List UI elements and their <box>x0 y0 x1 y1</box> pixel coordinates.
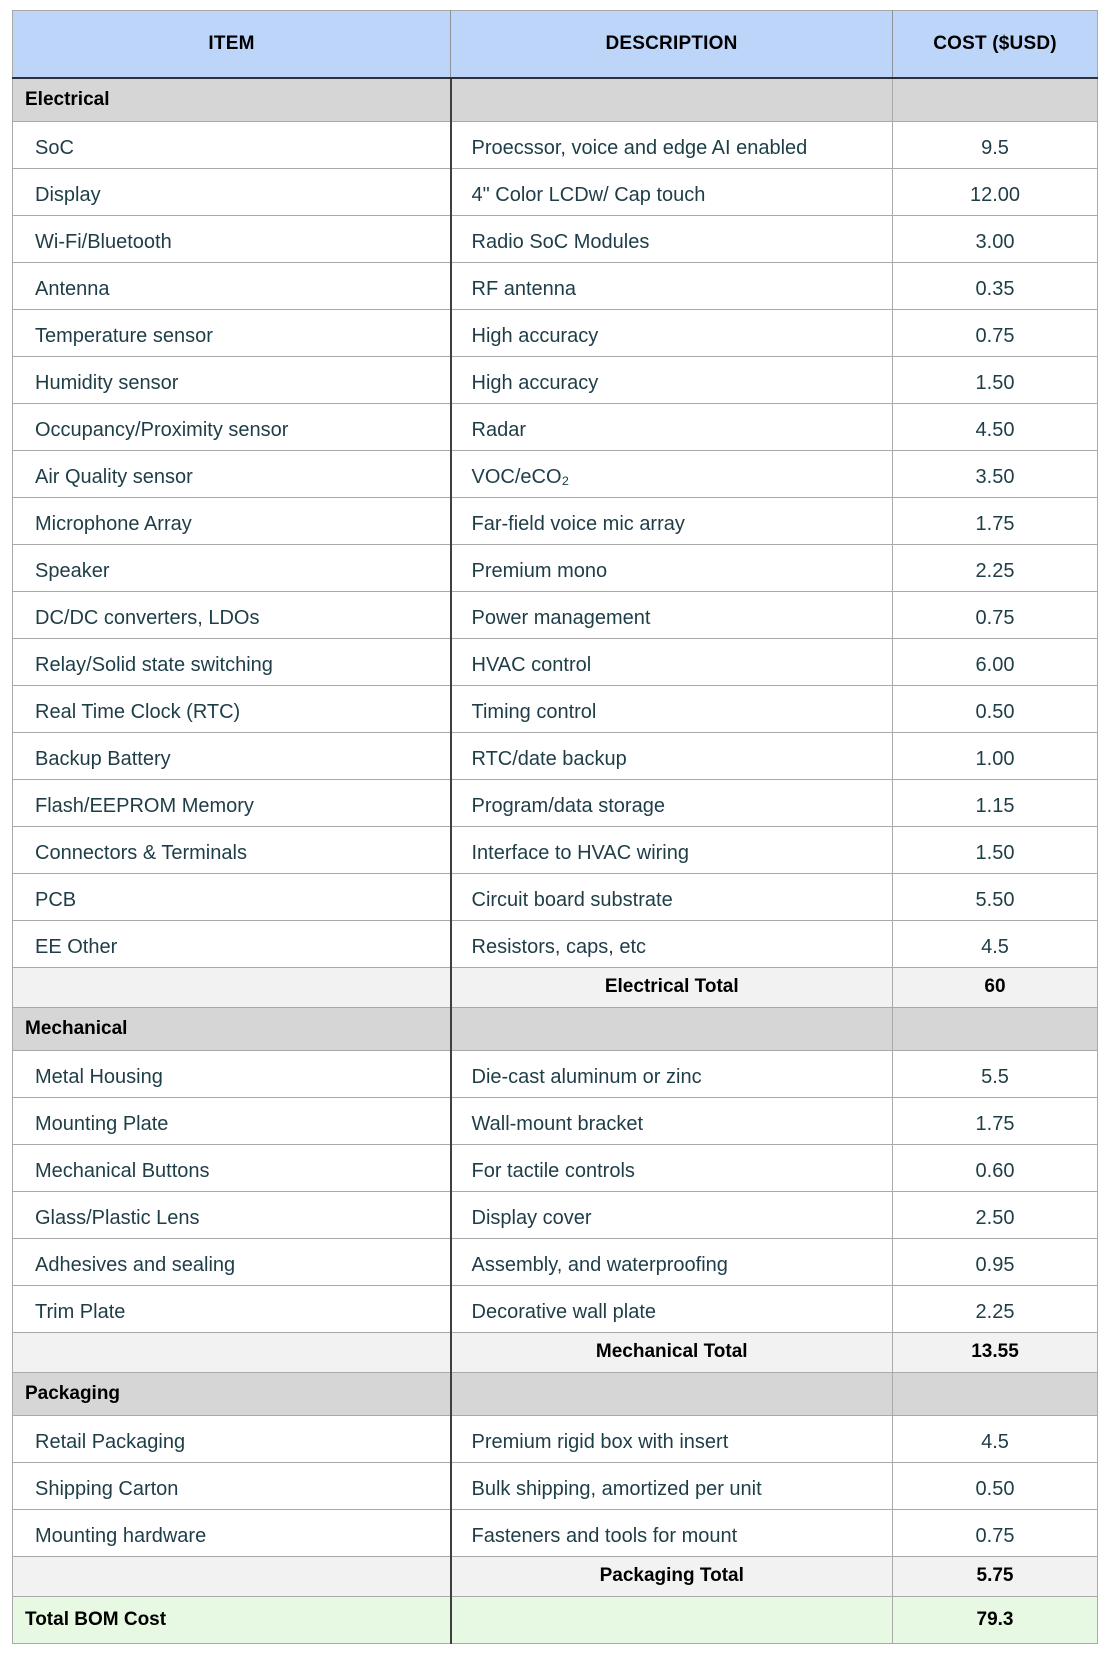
table-row <box>13 920 1098 967</box>
item-name-cell: Wi-Fi/Bluetooth <box>13 215 451 262</box>
item-description-cell: Bulk shipping, amortized per unit <box>451 1462 893 1509</box>
subtotal-spacer-cell <box>13 1332 451 1372</box>
item-description-cell: High accuracy <box>451 356 893 403</box>
item-description-cell: Radar <box>451 403 893 450</box>
section-title: Packaging <box>13 1372 451 1415</box>
section-spacer-cell <box>451 1372 893 1415</box>
table-row <box>13 1050 1098 1097</box>
table-body <box>13 78 1098 1643</box>
item-description-cell: Assembly, and waterproofing <box>451 1238 893 1285</box>
section-spacer-cell <box>893 78 1098 121</box>
item-description-cell: Circuit board substrate <box>451 873 893 920</box>
item-cost-cell: 1.75 <box>893 497 1098 544</box>
table-row <box>13 1144 1098 1191</box>
section-total-value: 60 <box>893 967 1098 1007</box>
item-name-cell: Air Quality sensor <box>13 450 451 497</box>
item-cost-cell: 3.50 <box>893 450 1098 497</box>
section-total-label: Electrical Total <box>451 967 893 1007</box>
table-row <box>13 1462 1098 1509</box>
section-total-label: Packaging Total <box>451 1556 893 1596</box>
item-name-cell: Backup Battery <box>13 732 451 779</box>
item-cost-cell: 2.50 <box>893 1191 1098 1238</box>
item-name-cell: Real Time Clock (RTC) <box>13 685 451 732</box>
column-header-item: ITEM <box>13 11 451 79</box>
item-name-cell: Flash/EEPROM Memory <box>13 779 451 826</box>
bom-cost-table <box>12 10 1098 1644</box>
item-name-cell: Occupancy/Proximity sensor <box>13 403 451 450</box>
item-name-cell: PCB <box>13 873 451 920</box>
item-description-cell: High accuracy <box>451 309 893 356</box>
table-row <box>13 1285 1098 1332</box>
item-cost-cell: 0.60 <box>893 1144 1098 1191</box>
item-name-cell: Mechanical Buttons <box>13 1144 451 1191</box>
table-row <box>13 779 1098 826</box>
item-cost-cell: 2.25 <box>893 1285 1098 1332</box>
item-name-cell: Shipping Carton <box>13 1462 451 1509</box>
table-row <box>13 1238 1098 1285</box>
subtotal-spacer-cell <box>13 1556 451 1596</box>
item-description-cell: RF antenna <box>451 262 893 309</box>
item-cost-cell: 4.5 <box>893 1415 1098 1462</box>
item-cost-cell: 0.75 <box>893 1509 1098 1556</box>
item-cost-cell: 1.50 <box>893 356 1098 403</box>
item-description-cell: Die-cast aluminum or zinc <box>451 1050 893 1097</box>
table-row <box>13 544 1098 591</box>
grand-total-value: 79.3 <box>893 1596 1098 1643</box>
item-cost-cell: 1.00 <box>893 732 1098 779</box>
item-description-cell: Timing control <box>451 685 893 732</box>
table-row <box>13 591 1098 638</box>
item-cost-cell: 5.5 <box>893 1050 1098 1097</box>
table-row <box>13 638 1098 685</box>
item-cost-cell: 9.5 <box>893 121 1098 168</box>
item-description-cell: HVAC control <box>451 638 893 685</box>
item-name-cell: Adhesives and sealing <box>13 1238 451 1285</box>
column-header-description: DESCRIPTION <box>451 11 893 79</box>
table-row <box>13 1097 1098 1144</box>
item-name-cell: Temperature sensor <box>13 309 451 356</box>
section-spacer-cell <box>451 1007 893 1050</box>
header-row <box>13 11 1098 79</box>
item-cost-cell: 0.75 <box>893 309 1098 356</box>
section-total-value: 5.75 <box>893 1556 1098 1596</box>
table-row <box>13 1191 1098 1238</box>
table-row <box>13 497 1098 544</box>
item-cost-cell: 1.15 <box>893 779 1098 826</box>
item-description-cell: 4" Color LCDw/ Cap touch <box>451 168 893 215</box>
item-name-cell: Retail Packaging <box>13 1415 451 1462</box>
subtotal-spacer-cell <box>13 967 451 1007</box>
item-description-cell: Fasteners and tools for mount <box>451 1509 893 1556</box>
section-spacer-cell <box>893 1372 1098 1415</box>
section-header-row <box>13 1007 1098 1050</box>
item-name-cell: Relay/Solid state switching <box>13 638 451 685</box>
item-cost-cell: 0.35 <box>893 262 1098 309</box>
item-name-cell: Mounting hardware <box>13 1509 451 1556</box>
section-spacer-cell <box>451 78 893 121</box>
item-cost-cell: 0.95 <box>893 1238 1098 1285</box>
item-description-cell: Far-field voice mic array <box>451 497 893 544</box>
item-cost-cell: 1.75 <box>893 1097 1098 1144</box>
table-row <box>13 309 1098 356</box>
section-header-row <box>13 1372 1098 1415</box>
item-cost-cell: 4.50 <box>893 403 1098 450</box>
item-cost-cell: 2.25 <box>893 544 1098 591</box>
item-name-cell: SoC <box>13 121 451 168</box>
item-cost-cell: 12.00 <box>893 168 1098 215</box>
item-description-cell: Display cover <box>451 1191 893 1238</box>
item-description-cell: Decorative wall plate <box>451 1285 893 1332</box>
item-description-cell: RTC/date backup <box>451 732 893 779</box>
table-row <box>13 1509 1098 1556</box>
item-description-cell: Power management <box>451 591 893 638</box>
item-name-cell: Display <box>13 168 451 215</box>
grand-total-row <box>13 1596 1098 1643</box>
table-row <box>13 403 1098 450</box>
item-name-cell: Trim Plate <box>13 1285 451 1332</box>
item-description-cell: VOC/eCO₂ <box>451 450 893 497</box>
item-description-cell: Program/data storage <box>451 779 893 826</box>
section-total-row <box>13 967 1098 1007</box>
column-header-cost: COST ($USD) <box>893 11 1098 79</box>
item-name-cell: Metal Housing <box>13 1050 451 1097</box>
item-description-cell: Radio SoC Modules <box>451 215 893 262</box>
grand-total-label: Total BOM Cost <box>13 1596 451 1643</box>
table-row <box>13 121 1098 168</box>
item-cost-cell: 0.75 <box>893 591 1098 638</box>
section-total-value: 13.55 <box>893 1332 1098 1372</box>
item-cost-cell: 5.50 <box>893 873 1098 920</box>
item-cost-cell: 0.50 <box>893 685 1098 732</box>
item-cost-cell: 4.5 <box>893 920 1098 967</box>
item-description-cell: Resistors, caps, etc <box>451 920 893 967</box>
section-total-row <box>13 1332 1098 1372</box>
table-row <box>13 873 1098 920</box>
item-name-cell: DC/DC converters, LDOs <box>13 591 451 638</box>
section-header-row <box>13 78 1098 121</box>
table-row <box>13 356 1098 403</box>
item-description-cell: For tactile controls <box>451 1144 893 1191</box>
section-title: Electrical <box>13 78 451 121</box>
item-name-cell: Speaker <box>13 544 451 591</box>
item-cost-cell: 6.00 <box>893 638 1098 685</box>
section-total-row <box>13 1556 1098 1596</box>
grand-total-spacer-cell <box>451 1596 893 1643</box>
table-row <box>13 1415 1098 1462</box>
item-name-cell: Antenna <box>13 262 451 309</box>
item-name-cell: Humidity sensor <box>13 356 451 403</box>
table-row <box>13 168 1098 215</box>
item-description-cell: Interface to HVAC wiring <box>451 826 893 873</box>
item-name-cell: EE Other <box>13 920 451 967</box>
section-title: Mechanical <box>13 1007 451 1050</box>
item-name-cell: Connectors & Terminals <box>13 826 451 873</box>
item-name-cell: Mounting Plate <box>13 1097 451 1144</box>
section-total-label: Mechanical Total <box>451 1332 893 1372</box>
item-description-cell: Premium mono <box>451 544 893 591</box>
item-name-cell: Glass/Plastic Lens <box>13 1191 451 1238</box>
section-spacer-cell <box>893 1007 1098 1050</box>
item-description-cell: Premium rigid box with insert <box>451 1415 893 1462</box>
table-row <box>13 450 1098 497</box>
table-row <box>13 826 1098 873</box>
table-header <box>13 11 1098 79</box>
item-cost-cell: 0.50 <box>893 1462 1098 1509</box>
item-cost-cell: 3.00 <box>893 215 1098 262</box>
table-row <box>13 732 1098 779</box>
item-cost-cell: 1.50 <box>893 826 1098 873</box>
item-description-cell: Wall-mount bracket <box>451 1097 893 1144</box>
table-row <box>13 262 1098 309</box>
item-description-cell: Proecssor, voice and edge AI enabled <box>451 121 893 168</box>
table-row <box>13 215 1098 262</box>
table-row <box>13 685 1098 732</box>
item-name-cell: Microphone Array <box>13 497 451 544</box>
